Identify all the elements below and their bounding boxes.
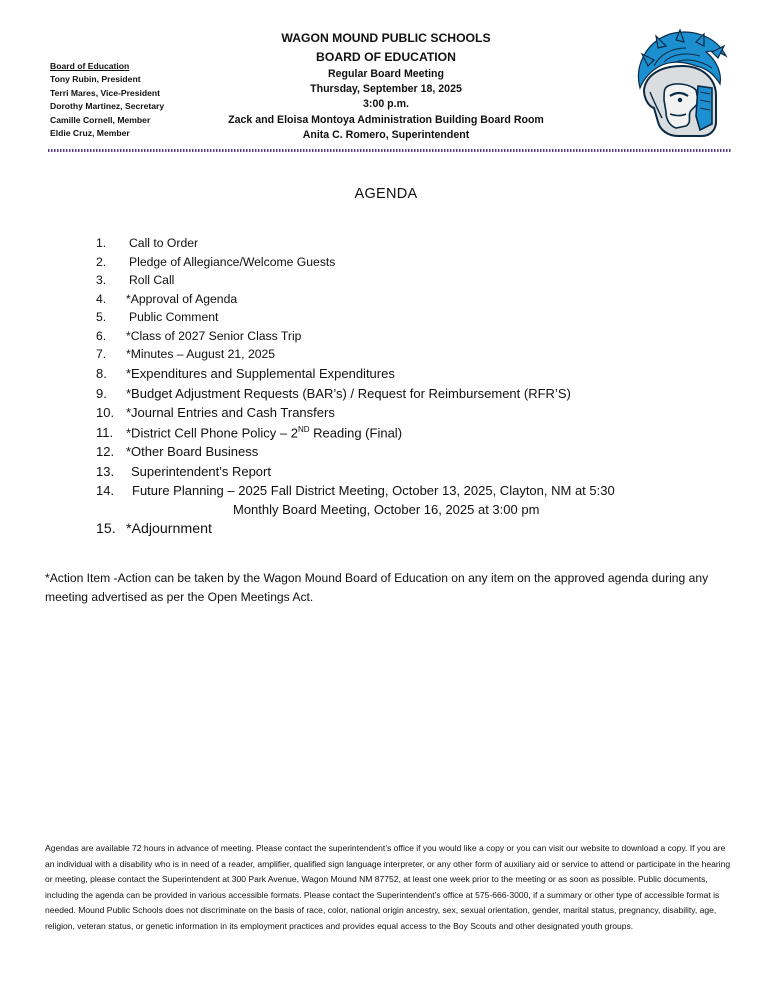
agenda-item-number: 3.: [96, 273, 107, 287]
board-member: Tony Rubin, President: [50, 74, 141, 85]
agenda-title: AGENDA: [354, 186, 418, 202]
meeting-header: [186, 29, 586, 143]
board-name: BOARD OF EDUCATION: [316, 50, 456, 64]
agenda-item-number: 14.: [96, 483, 115, 498]
board-title: Board of Education: [50, 61, 130, 71]
accessibility-footer: Agendas are available 72 hours in advance of meeting. Please contact the superintendent’s office if you would like a copy or you can visit our website to download a copy. If you are an individual with a disability who is in need of a reader, amplifier, qualified sign language interpreter, or any other form of auxiliary aid or service to attend or participate in the hearing or meeting, please contact the Superintendent at 300 Park Avenue, Wagon Mound NM 87752, at least one week prior to the meeting or as soon as possible. Public documents, including the agenda can be provided in various accessible formats. Please contact the Superintendent’s office at 575-666-3000, if a summary or other type of accessible format is needed. Mound Public Schools does not discriminate on the basis of race, color, national origin ancestry, sex, sexual orientation, gender, marital status, pregnancy, disability, age, religion, veteran status, or genetic information in its employment practices and provides equal access to the Boy Scouts and other designated youth groups.: [45, 843, 731, 931]
agenda-item-text: *Adjournment: [126, 521, 212, 537]
board-member: Terri Mares, Vice-President: [50, 87, 161, 98]
meeting-date: Thursday, September 18, 2025: [310, 83, 462, 96]
agenda-item-number: 5.: [96, 310, 107, 324]
meeting-type: Regular Board Meeting: [328, 68, 444, 80]
agenda-item-text: Call to Order: [129, 236, 199, 250]
meeting-location: Zack and Eloisa Montoya Administration Building Board Room: [228, 113, 544, 126]
action-item-note: *Action Item -Action can be taken by the Wagon Mound Board of Education on any item on the approved agenda during any meeting advertised as per the Open Meetings Act.: [45, 571, 709, 604]
school-name: WAGON MOUND PUBLIC SCHOOLS: [281, 31, 491, 45]
agenda-item-number: 9.: [96, 386, 107, 401]
agenda-item-number: 10.: [96, 405, 115, 420]
agenda-item-text: Pledge of Allegiance/Welcome Guests: [129, 255, 336, 269]
agenda-item-text: *Other Board Business: [126, 444, 259, 459]
agenda-item-number: 11.: [96, 425, 114, 440]
board-member: Camille Cornell, Member: [50, 114, 151, 125]
agenda-item-continuation: [233, 502, 539, 517]
agenda-item-text: *Approval of Agenda: [126, 292, 238, 306]
superintendent: Anita C. Romero, Superintendent: [302, 128, 470, 141]
ordinal-superscript: ND: [297, 425, 310, 434]
agenda-item-text: *Expenditures and Supplemental Expenditures: [126, 366, 395, 381]
agenda-item-number: 7.: [96, 347, 107, 361]
agenda-item-number: 4.: [96, 292, 107, 306]
agenda-item-text: Public Comment: [129, 310, 219, 324]
agenda-item-text: Monthly Board Meeting, October 16, 2025 at 3:00 pm: [233, 502, 540, 517]
agenda-item-text: Roll Call: [129, 273, 175, 287]
spartan-helmet-icon: [620, 26, 738, 144]
board-member: Eldie Cruz, Member: [50, 128, 130, 139]
agenda-item-text: *Journal Entries and Cash Transfers: [126, 405, 335, 420]
agenda-item-number: 12.: [96, 444, 115, 459]
agenda-item-text: *Class of 2027 Senior Class Trip: [126, 329, 302, 343]
agenda-item-number: 2.: [96, 255, 107, 269]
agenda-item-number: 8.: [96, 366, 107, 381]
agenda-item-number: 6.: [96, 329, 107, 343]
agenda-item-number: 13.: [96, 464, 115, 479]
agenda-item-text-part: *District Cell Phone Policy – 2: [126, 425, 298, 441]
board-member: Dorothy Martinez, Secretary: [50, 101, 165, 112]
meeting-time: 3:00 p.m.: [363, 98, 409, 111]
agenda-item-text: Future Planning – 2025 Fall District Meeting, October 13, 2025, Clayton, NM at 5:30: [132, 483, 615, 498]
header-divider: [48, 149, 731, 152]
agenda-item-text: *Budget Adjustment Requests (BAR’s) / Request for Reimbursement (RFR’S): [126, 386, 571, 401]
agenda-item-text: *Minutes – August 21, 2025: [126, 347, 276, 361]
agenda-item-text-part: Reading (Final): [309, 425, 403, 441]
agenda-item-number: 1.: [96, 236, 107, 250]
agenda-item-text: [126, 425, 402, 440]
agenda-item-text: Superintendent’s Report: [131, 464, 271, 479]
agenda-item-number: 15.: [96, 521, 116, 537]
board-members-block: [50, 60, 164, 140]
